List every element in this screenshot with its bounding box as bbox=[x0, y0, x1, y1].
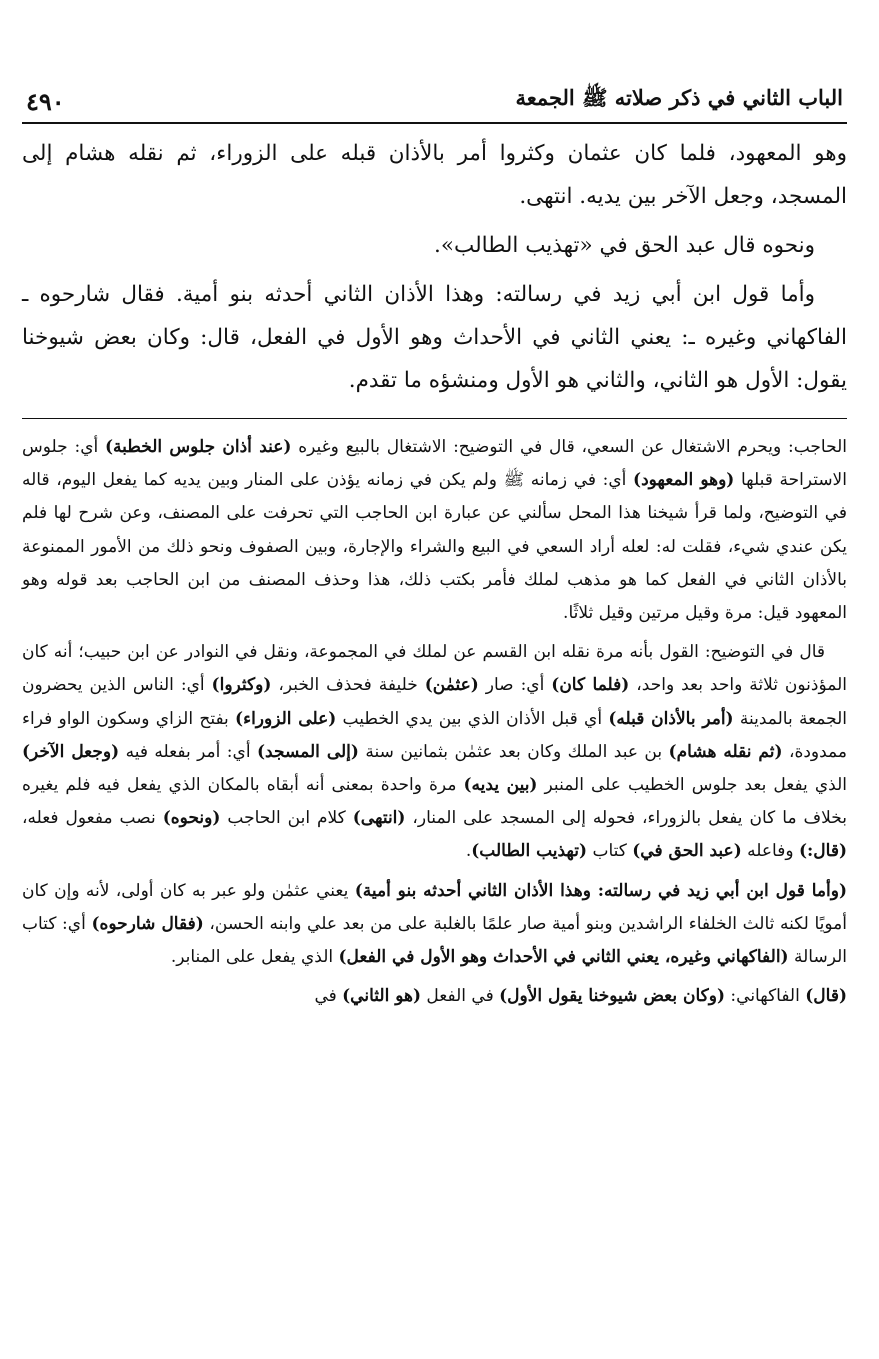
main-text bbox=[22, 132, 847, 402]
quoted-matn: (تهذيب الطالب) bbox=[471, 841, 588, 862]
quoted-matn: (أمر بالأذان قبله) bbox=[608, 708, 734, 729]
commentary-text: كلام ابن الحاجب bbox=[220, 808, 353, 829]
quoted-matn: (ثم نقله هشام) bbox=[668, 741, 783, 762]
commentary bbox=[22, 431, 847, 1013]
commentary-text: الحاجب: ويحرم الاشتغال عن السعي، قال في التوضيح: الاشتغال بالبيع وغيره bbox=[291, 437, 847, 457]
quoted-matn: (وكثروا) bbox=[211, 675, 272, 696]
quoted-matn: (هو الثاني) bbox=[342, 986, 422, 1007]
commentary-text: في bbox=[314, 986, 343, 1007]
running-title: الباب الثاني في ذكر صلاته ﷺ الجمعة bbox=[515, 85, 843, 110]
commentary-text: أي: كتاب الرسالة bbox=[22, 913, 847, 968]
page bbox=[22, 70, 847, 1019]
commentary-text: أي: جلوس الاستراحة قبلها bbox=[22, 437, 847, 491]
commentary-paragraph bbox=[22, 431, 847, 630]
commentary-text: أي: في زمانه ﷺ ولم يكن في زمانه يؤذن على المنار وبين يديه كما يفعل اليوم، قاله في التوضيح، ولما قرأ شيخنا هذا المحل سألني عن عبارة ابن الحاجب التي تحرفت على المصنف، وعن شرح لها فلم يكن عندي شيء، فقلت له: لعله أراد السعي في البيع والشراء والإجارة، وبين الصفوف ونحو ذلك من الأمور الممنوعة بالأذان الثاني في الفعل كما هو مذهب لملك فأمر بكتب ذلك، هذا وحذف المصنف من ابن الحاجب بعد قوله وهو المعهود قيل: مرة وقيل مرتين وقيل ثلاثًا. bbox=[22, 470, 847, 624]
page-number: ٤٩٠ bbox=[26, 87, 65, 116]
commentary-text: الفاكهاني: bbox=[725, 986, 806, 1007]
commentary-text: أي: الناس الذين يحضرون الجمعة بالمدينة bbox=[22, 675, 847, 729]
commentary-text: الذي يفعل على المنابر. bbox=[170, 947, 339, 968]
commentary-paragraph bbox=[22, 980, 847, 1013]
quoted-matn: (على الزوراء) bbox=[235, 708, 337, 729]
commentary-text: أي قبل الأذان الذي بين يدي الخطيب bbox=[336, 708, 609, 729]
commentary-paragraph bbox=[22, 636, 847, 868]
quoted-matn: (بين يديه) bbox=[463, 775, 538, 796]
quoted-matn: (عثمٰن) bbox=[424, 675, 479, 696]
quoted-matn: (وكان بعض شيوخنا يقول الأول) bbox=[499, 986, 726, 1007]
commentary-text: خليفة فحذف الخبر، bbox=[271, 675, 425, 696]
quoted-matn: (فقال شارحوه) bbox=[91, 913, 204, 934]
quoted-matn: (قال:) bbox=[798, 841, 847, 862]
quoted-matn: (وهو المعهود) bbox=[633, 470, 735, 491]
quoted-matn: (وجعل الآخر) bbox=[22, 741, 120, 762]
quoted-matn: (قال) bbox=[805, 986, 847, 1007]
commentary-text: مرة واحدة بمعنى أنه أبقاه بالمكان الذي يفعل فيه فلم يغيره بخلاف ما كان يفعل بالزوراء، فحوله إلى المسجد على المنار، bbox=[22, 775, 847, 829]
quoted-matn: (عند أذان جلوس الخطبة) bbox=[105, 437, 292, 457]
quoted-matn: (انتهى) bbox=[352, 808, 406, 829]
quoted-matn: (عبد الحق في) bbox=[632, 841, 742, 862]
commentary-text: كتاب bbox=[587, 841, 633, 862]
main-paragraph: وهو المعهود، فلما كان عثمان وكثروا أمر بالأذان قبله على الزوراء، ثم نقله هشام إلى المسجد، وجعل الآخر بين يديه. انتهى. bbox=[22, 141, 847, 209]
commentary-text: في الفعل bbox=[421, 986, 500, 1007]
quoted-matn: (فلما كان) bbox=[551, 675, 630, 696]
page-header bbox=[22, 70, 847, 124]
commentary-text: يعني عثمٰن ولو عبر به كان أولى، لأنه وإن كان أمويًا لكنه ثالث الخلفاء الراشدين وبنو أمية صار علمًا بالغلبة على من بعد علي وابنه الحسن، bbox=[22, 880, 847, 934]
commentary-text: نصب مفعول فعله، bbox=[22, 808, 163, 829]
commentary-text: بن عبد الملك وكان بعد عثمٰن بثمانين سنة bbox=[358, 741, 669, 762]
commentary-text: قال في التوضيح: القول بأنه مرة نقله ابن القسم عن لملك في المجموعة، ونقل في النوادر عن ابن حبيب؛ أنه كان المؤذنون ثلاثة واحد بعد واحد، bbox=[22, 642, 847, 696]
commentary-paragraph bbox=[22, 875, 847, 975]
main-paragraph: وأما قول ابن أبي زيد في رسالته: وهذا الأذان الثاني أحدثه بنو أمية. فقال شارحوه ـ الفاكهاني وغيره ـ: يعني الثاني في الأحداث وهو الأول في الفعل، قال: وكان بعض شيوخنا يقول: الأول هو الثاني، والثاني هو الأول ومنشؤه ما تقدم. bbox=[22, 282, 847, 393]
quoted-matn: (ونحوه) bbox=[162, 808, 221, 829]
quoted-matn: (إلى المسجد) bbox=[257, 741, 359, 762]
quoted-matn: (وأما قول ابن أبي زيد في رسالته: وهذا الأذان الثاني أحدثه بنو أمية) bbox=[354, 880, 847, 901]
commentary-text: أي: صار bbox=[478, 675, 552, 696]
footnote-divider bbox=[22, 418, 847, 419]
commentary-text: الذي يفعل بعد جلوس الخطيب على المنبر bbox=[537, 775, 847, 796]
quoted-matn: (الفاكهاني وغيره، يعني الثاني في الأحداث وهو الأول في الفعل) bbox=[338, 947, 789, 968]
commentary-text: . bbox=[465, 841, 472, 862]
main-paragraph: ونحوه قال عبد الحق في «تهذيب الطالب». bbox=[434, 233, 815, 258]
commentary-text: أي: أمر بفعله فيه bbox=[119, 741, 258, 762]
commentary-text: بفتح الزاي وسكون الواو فراء ممدودة، bbox=[22, 708, 847, 762]
commentary-text: وفاعله bbox=[741, 841, 799, 862]
